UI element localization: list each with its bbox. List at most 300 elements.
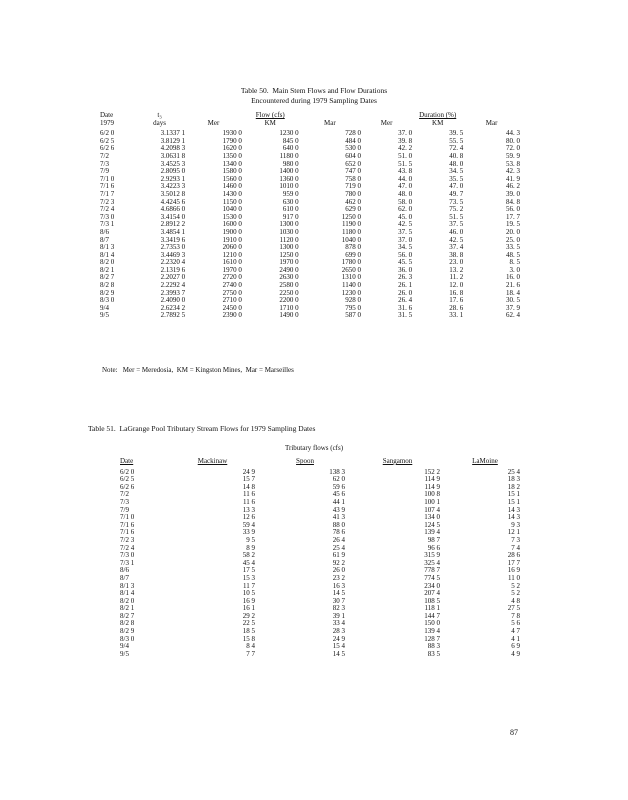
table-cell: 7/1 0 — [120, 513, 135, 522]
table-cell: 26. 3 — [398, 273, 413, 282]
table-cell: 1340 0 — [222, 159, 242, 168]
table-cell: 8/6 — [120, 566, 129, 575]
table-cell: 83 5 — [427, 649, 440, 658]
table-cell: 2650 0 — [341, 265, 362, 274]
table-cell: 5 6 — [511, 619, 520, 628]
table-row — [120, 651, 530, 659]
table-cell: 37. 9 — [506, 303, 520, 312]
table-cell: 36. 0 — [398, 265, 413, 274]
table-cell: 4 9 — [511, 649, 520, 658]
table-cell: 728 0 — [345, 129, 362, 138]
table-cell: 34. 5 — [449, 167, 464, 176]
table-cell: 56. 0 — [506, 205, 520, 214]
table-cell: 13 3 — [242, 505, 255, 514]
table-cell: 12 6 — [242, 513, 255, 522]
table-cell: 23. 0 — [449, 258, 464, 267]
table-cell: 7 8 — [511, 611, 520, 620]
table-cell: 1040 0 — [341, 235, 362, 244]
table-cell: 1180 0 — [279, 151, 299, 160]
table-cell: 1430 0 — [222, 189, 242, 198]
table51-header-row — [120, 458, 530, 466]
table-cell: 114 9 — [424, 482, 440, 491]
table-cell: 928 0 — [345, 296, 362, 305]
table-cell: 75. 2 — [449, 205, 464, 214]
table-cell: 8/2 0 — [120, 596, 135, 605]
table-row — [120, 643, 530, 651]
table-cell: 44. 0 — [398, 174, 413, 183]
table-cell: 27 5 — [507, 604, 520, 613]
table-cell: 23 2 — [332, 573, 345, 582]
table-cell: 35. 5 — [449, 174, 464, 183]
table-row — [120, 583, 530, 591]
table-cell: 7/2 3 — [100, 197, 115, 206]
table-cell: 7 4 — [511, 543, 520, 552]
table-cell: 774 5 — [424, 573, 440, 582]
table-cell: 14 8 — [242, 482, 255, 491]
table-cell: 2.8912 2 — [160, 220, 186, 229]
table-cell: 587 0 — [345, 311, 362, 320]
table-cell: 38. 8 — [449, 250, 464, 259]
table-row — [120, 560, 530, 568]
table-cell: 1030 0 — [279, 227, 299, 236]
table-cell: 640 0 — [282, 144, 299, 153]
table-cell: 4 7 — [511, 627, 520, 636]
table-cell: 2.4090 0 — [160, 296, 186, 305]
table-cell: 33. 5 — [506, 243, 520, 252]
table-cell: 33 4 — [332, 619, 345, 628]
table-cell: 2.2027 0 — [160, 273, 186, 282]
table-cell: 2490 0 — [279, 265, 299, 274]
table-cell: 9/5 — [120, 649, 129, 658]
table-cell: 43 9 — [332, 505, 345, 514]
table-cell: 108 5 — [424, 596, 440, 605]
table-row — [120, 529, 530, 537]
table-cell: 2450 0 — [222, 303, 242, 312]
table-cell: 795 0 — [345, 303, 362, 312]
table-cell: 629 0 — [345, 205, 362, 214]
table-cell: 18. 4 — [506, 288, 520, 297]
table50-header-km-duration: KM — [432, 118, 444, 127]
table-cell: 6/2 0 — [100, 129, 115, 138]
table-cell: 2630 0 — [279, 273, 299, 282]
table-cell: 604 0 — [345, 151, 362, 160]
table-cell: 62. 0 — [398, 205, 413, 214]
table-cell: 17. 6 — [449, 296, 464, 305]
table-cell: 1970 0 — [222, 265, 242, 274]
table-cell: 59 6 — [332, 482, 345, 491]
table-cell: 124 5 — [424, 520, 440, 529]
table-cell: 88 3 — [427, 642, 440, 651]
table-cell: 8/2 9 — [100, 288, 115, 297]
table-cell: 15 7 — [242, 475, 255, 484]
table-cell: 7/2 3 — [120, 535, 135, 544]
table-cell: 16 1 — [242, 604, 255, 613]
table-cell: 315 9 — [424, 551, 440, 560]
table-cell: 80. 0 — [506, 136, 520, 145]
table-cell: 15 4 — [332, 642, 345, 651]
table-cell: 134 0 — [424, 513, 440, 522]
table-cell: 6/2 0 — [120, 467, 135, 476]
table-cell: 8/6 — [100, 227, 109, 236]
table-cell: 11 7 — [243, 581, 255, 590]
table-cell: 46. 0 — [449, 227, 464, 236]
table-cell: 7/3 0 — [120, 551, 135, 560]
table-row — [120, 628, 530, 636]
table-cell: 2720 0 — [222, 273, 242, 282]
table-cell: 33. 1 — [449, 311, 464, 320]
table-cell: 2.7892 5 — [160, 311, 186, 320]
table-cell: 1490 0 — [279, 311, 299, 320]
table-row — [120, 620, 530, 628]
table-cell: 1190 0 — [342, 220, 362, 229]
table-cell: 21. 6 — [506, 281, 520, 290]
table50-title-line2: Encountered during 1979 Sampling Dates — [251, 96, 377, 105]
table-cell: 530 0 — [345, 144, 362, 153]
table-cell: 2740 0 — [222, 281, 242, 290]
table-cell: 15 1 — [507, 497, 520, 506]
table-cell: 6/2 6 — [100, 144, 115, 153]
table-cell: 3.4154 0 — [160, 212, 186, 221]
table-cell: 9/4 — [120, 642, 129, 651]
table-cell: 8/2 8 — [100, 281, 115, 290]
table-cell: 78 6 — [332, 528, 345, 537]
table-cell: 980 0 — [282, 159, 299, 168]
table50-header-mar-duration: Mar — [485, 118, 498, 127]
table-cell: 30. 5 — [506, 296, 520, 305]
table-cell: 82 3 — [332, 604, 345, 613]
table-cell: 8/2 7 — [120, 611, 135, 620]
table50-header-date: Date — [100, 111, 114, 119]
table-row — [120, 537, 530, 545]
table-cell: 8/7 — [120, 573, 129, 582]
table-cell: 16. 8 — [449, 288, 464, 297]
table-cell: 37. 5 — [449, 220, 464, 229]
table-cell: 2390 0 — [222, 311, 242, 320]
table-cell: 25 4 — [507, 467, 520, 476]
table-cell: 4 1 — [511, 634, 520, 643]
table-cell: 7/2 4 — [100, 205, 115, 214]
table-cell: 8/2 9 — [120, 627, 135, 636]
table50-body — [100, 130, 520, 320]
table-cell: 8 4 — [246, 642, 255, 651]
table51-header-spoon: Spoon — [296, 457, 314, 465]
table50-header-days: days — [153, 118, 166, 127]
table-cell: 8/3 0 — [100, 296, 115, 305]
table-cell: 53. 8 — [506, 159, 520, 168]
table-cell: 1230 0 — [341, 288, 362, 297]
table-cell: 7 7 — [246, 649, 255, 658]
table-cell: 959 0 — [282, 189, 299, 198]
table-cell: 34. 5 — [398, 243, 413, 252]
table50-header-year: 1979 — [100, 118, 114, 127]
table-cell: 14 3 — [507, 505, 520, 514]
table-cell: 43. 8 — [398, 167, 413, 176]
table-cell: 7/1 6 — [100, 182, 115, 191]
table-cell: 10 5 — [242, 589, 255, 598]
table-cell: 9/5 — [100, 311, 109, 320]
table-cell: 4.6866 0 — [160, 205, 186, 214]
table-cell: 58. 0 — [398, 197, 413, 206]
table-cell: 4 8 — [511, 596, 520, 605]
table-cell: 15 3 — [242, 573, 255, 582]
table-cell: 26. 0 — [398, 288, 413, 297]
table-cell: 7/1 6 — [120, 520, 135, 529]
table-cell: 7/3 — [100, 159, 109, 168]
table-cell: 8/2 0 — [100, 258, 115, 267]
table-row — [120, 491, 530, 499]
table50 — [100, 112, 520, 320]
table-cell: 2.6234 2 — [160, 303, 186, 312]
table-cell: 1010 0 — [279, 182, 299, 191]
table-cell: 88 0 — [332, 520, 345, 529]
table-cell: 3.0631 8 — [160, 151, 186, 160]
table-cell: 37. 0 — [398, 235, 413, 244]
table-cell: 8/2 1 — [120, 604, 135, 613]
table50-header-mar: Mar — [324, 118, 336, 127]
table-cell: 8/1 4 — [100, 250, 115, 259]
table-cell: 62. 4 — [506, 311, 520, 320]
table-cell: 12 1 — [507, 528, 520, 537]
table50-header-duration: Duration (%) — [419, 111, 457, 119]
table-row — [120, 636, 530, 644]
table51 — [120, 457, 520, 658]
table-cell: 2.2320 4 — [160, 258, 186, 267]
table-cell: 780 0 — [345, 189, 362, 198]
table-cell: 699 0 — [345, 250, 362, 259]
table-cell: 45 6 — [332, 490, 345, 499]
table-cell: 100 8 — [424, 490, 440, 499]
table-cell: 33 9 — [242, 528, 255, 537]
table-cell: 73. 5 — [449, 197, 464, 206]
table51-body — [120, 469, 530, 659]
table-cell: 1710 0 — [279, 303, 299, 312]
table-cell: 1610 0 — [222, 258, 242, 267]
table-cell: 7/3 0 — [100, 212, 115, 221]
table-cell: 55. 5 — [449, 136, 464, 145]
table51-subheader: Tributary flows (cfs) — [285, 444, 344, 452]
table-cell: 845 0 — [282, 136, 299, 145]
table-cell: 28 6 — [507, 551, 520, 560]
table-cell: 48. 5 — [506, 250, 520, 259]
table-cell: 6 9 — [511, 642, 520, 651]
table-cell: 144 7 — [424, 611, 440, 620]
table-cell: 152 2 — [424, 467, 440, 476]
table-cell: 2250 0 — [279, 288, 299, 297]
table-cell: 49. 7 — [449, 189, 464, 198]
table-cell: 3.3419 6 — [160, 235, 186, 244]
table-cell: 6/2 5 — [120, 475, 135, 484]
table-cell: 3.8129 1 — [160, 136, 186, 145]
table-cell: 7/2 4 — [120, 543, 135, 552]
table-cell: 16 9 — [242, 596, 255, 605]
table-cell: 47. 0 — [398, 182, 413, 191]
table-cell: 96 6 — [427, 543, 440, 552]
table-cell: 42. 5 — [398, 220, 413, 229]
table-cell: 8/2 7 — [100, 273, 115, 282]
table-cell: 8 9 — [246, 543, 255, 552]
table-cell: 98 7 — [427, 535, 440, 544]
table50-title-line1: Table 50. Main Stem Flows and Flow Durations — [240, 86, 388, 95]
table-cell: 51. 5 — [398, 159, 413, 168]
table-cell: 59 4 — [242, 520, 255, 529]
table-cell: 878 0 — [345, 243, 362, 252]
table-cell: 24 9 — [332, 634, 345, 643]
table-cell: 758 0 — [345, 174, 362, 183]
table-row — [120, 613, 530, 621]
table-cell: 114 9 — [424, 475, 440, 484]
table-cell: 45. 5 — [398, 258, 413, 267]
table-cell: 6/2 5 — [100, 136, 115, 145]
table-cell: 1360 0 — [279, 174, 299, 183]
table-cell: 42. 3 — [506, 167, 520, 176]
table-cell: 25. 0 — [506, 235, 520, 244]
table-cell: 462 0 — [345, 197, 362, 206]
table-cell: 610 0 — [282, 205, 299, 214]
table-cell: 5 2 — [511, 589, 520, 598]
table-cell: 12. 0 — [449, 281, 464, 290]
table-row — [120, 552, 530, 560]
table-cell: 17 7 — [507, 558, 520, 567]
table-cell: 22 5 — [242, 619, 255, 628]
table51-header-mackinaw: Mackinaw — [197, 457, 228, 465]
table-cell: 13. 2 — [449, 265, 464, 274]
table-cell: 7/2 — [120, 490, 129, 499]
table-cell: 47. 0 — [449, 182, 464, 191]
table-cell: 2.7353 0 — [160, 243, 186, 252]
table-cell: 3.4469 3 — [160, 250, 186, 259]
table-cell: 325 4 — [424, 558, 440, 567]
table-row — [120, 545, 530, 553]
table50-header-mer: Mer — [207, 118, 220, 127]
table-cell: 42. 5 — [449, 235, 464, 244]
table-cell: 8. 5 — [509, 258, 520, 267]
table-cell: 19. 5 — [506, 220, 520, 229]
table-cell: 207 4 — [424, 589, 440, 598]
table-cell: 4.4245 6 — [160, 197, 186, 206]
table-cell: 56. 0 — [398, 250, 413, 259]
table-cell: 138 3 — [329, 467, 345, 476]
table-cell: 1310 0 — [341, 273, 362, 282]
table-cell: 630 0 — [282, 197, 299, 206]
table-cell: 30 7 — [332, 596, 345, 605]
table-cell: 100 1 — [424, 497, 440, 506]
table-cell: 1580 0 — [222, 167, 242, 176]
table-cell: 11 0 — [508, 573, 520, 582]
table-cell: 92 2 — [332, 558, 345, 567]
table-cell: 2.9293 1 — [160, 174, 186, 183]
table-cell: 39. 0 — [506, 189, 520, 198]
table-cell: 18 2 — [507, 482, 520, 491]
table-cell: 2.1319 6 — [160, 265, 186, 274]
table-cell: 3.1337 1 — [160, 129, 186, 138]
table-cell: 31. 5 — [398, 311, 413, 320]
table-cell: 8/2 8 — [120, 619, 135, 628]
table-cell: 58 2 — [242, 551, 255, 560]
table-cell: 5 2 — [511, 581, 520, 590]
table-cell: 45. 0 — [398, 212, 413, 221]
table-cell: 11 6 — [243, 490, 255, 499]
table-cell: 7/2 — [100, 151, 109, 160]
table-cell: 2200 0 — [279, 296, 299, 305]
table-cell: 40. 8 — [449, 151, 464, 160]
table-cell: 1250 0 — [279, 250, 299, 259]
table-cell: 7/3 1 — [100, 220, 115, 229]
table-cell: 8/2 1 — [100, 265, 115, 274]
table-cell: 150 0 — [424, 619, 440, 628]
table-cell: 2060 0 — [222, 243, 242, 252]
table-cell: 72. 0 — [506, 144, 520, 153]
table-cell: 9/4 — [100, 303, 109, 312]
table-cell: 1790 0 — [222, 136, 242, 145]
table-cell: 26 0 — [332, 566, 345, 575]
table-cell: 7/3 1 — [120, 558, 135, 567]
table-cell: 2750 0 — [222, 288, 242, 297]
table-cell: 6/2 6 — [120, 482, 135, 491]
table-cell: 37. 5 — [398, 227, 413, 236]
table51-header-sangamon: Sangamon — [382, 457, 413, 465]
table50-header-row-2 — [100, 120, 520, 128]
table-cell: 15 1 — [507, 490, 520, 499]
table-cell: 1350 0 — [222, 151, 242, 160]
table-cell: 48. 0 — [449, 159, 464, 168]
table-cell: 1400 0 — [279, 167, 299, 176]
table-cell: 1300 0 — [279, 220, 299, 229]
table-cell: 917 0 — [282, 212, 299, 221]
table-cell: 107 4 — [424, 505, 440, 514]
table-cell: 2580 0 — [279, 281, 299, 290]
table-cell: 20. 0 — [506, 227, 520, 236]
table-cell: 72. 4 — [449, 144, 464, 153]
table-cell: 1530 0 — [222, 212, 242, 221]
table-cell: 16 9 — [507, 566, 520, 575]
table50-header-ts: t₃ — [157, 111, 162, 119]
table-row — [120, 522, 530, 530]
table-cell: 14 5 — [332, 589, 345, 598]
table-cell: 4.2098 3 — [160, 144, 186, 153]
table-cell: 7/9 — [100, 167, 109, 176]
table-cell: 39. 8 — [398, 136, 413, 145]
table-row — [120, 514, 530, 522]
table-cell: 1210 0 — [222, 250, 242, 259]
table-cell: 9 5 — [246, 535, 255, 544]
table-cell: 484 0 — [345, 136, 362, 145]
table-row — [120, 598, 530, 606]
table-cell: 7/1 0 — [100, 174, 115, 183]
table-cell: 1040 0 — [222, 205, 242, 214]
table-cell: 1120 0 — [279, 235, 299, 244]
table-cell: 1460 0 — [222, 182, 242, 191]
table-cell: 31. 6 — [398, 303, 413, 312]
table-cell: 42. 2 — [398, 144, 413, 153]
table-cell: 3.4223 3 — [160, 182, 186, 191]
table-cell: 15 8 — [242, 634, 255, 643]
table-cell: 16 3 — [332, 581, 345, 590]
table-cell: 41 3 — [332, 513, 345, 522]
table-cell: 28. 6 — [449, 303, 464, 312]
table-cell: 18 3 — [507, 475, 520, 484]
table-row — [100, 312, 520, 320]
table-cell: 8/1 4 — [120, 589, 135, 598]
table50-header-mer-duration: Mer — [380, 118, 393, 127]
table-cell: 3. 0 — [509, 265, 520, 274]
table-cell: 652 0 — [345, 159, 362, 168]
table-cell: 29 2 — [242, 611, 255, 620]
table-cell: 8/1 3 — [120, 581, 135, 590]
table-row — [120, 575, 530, 583]
table-cell: 3.5012 8 — [160, 189, 186, 198]
table-cell: 1250 0 — [341, 212, 362, 221]
table-cell: 2.2292 4 — [160, 281, 186, 290]
